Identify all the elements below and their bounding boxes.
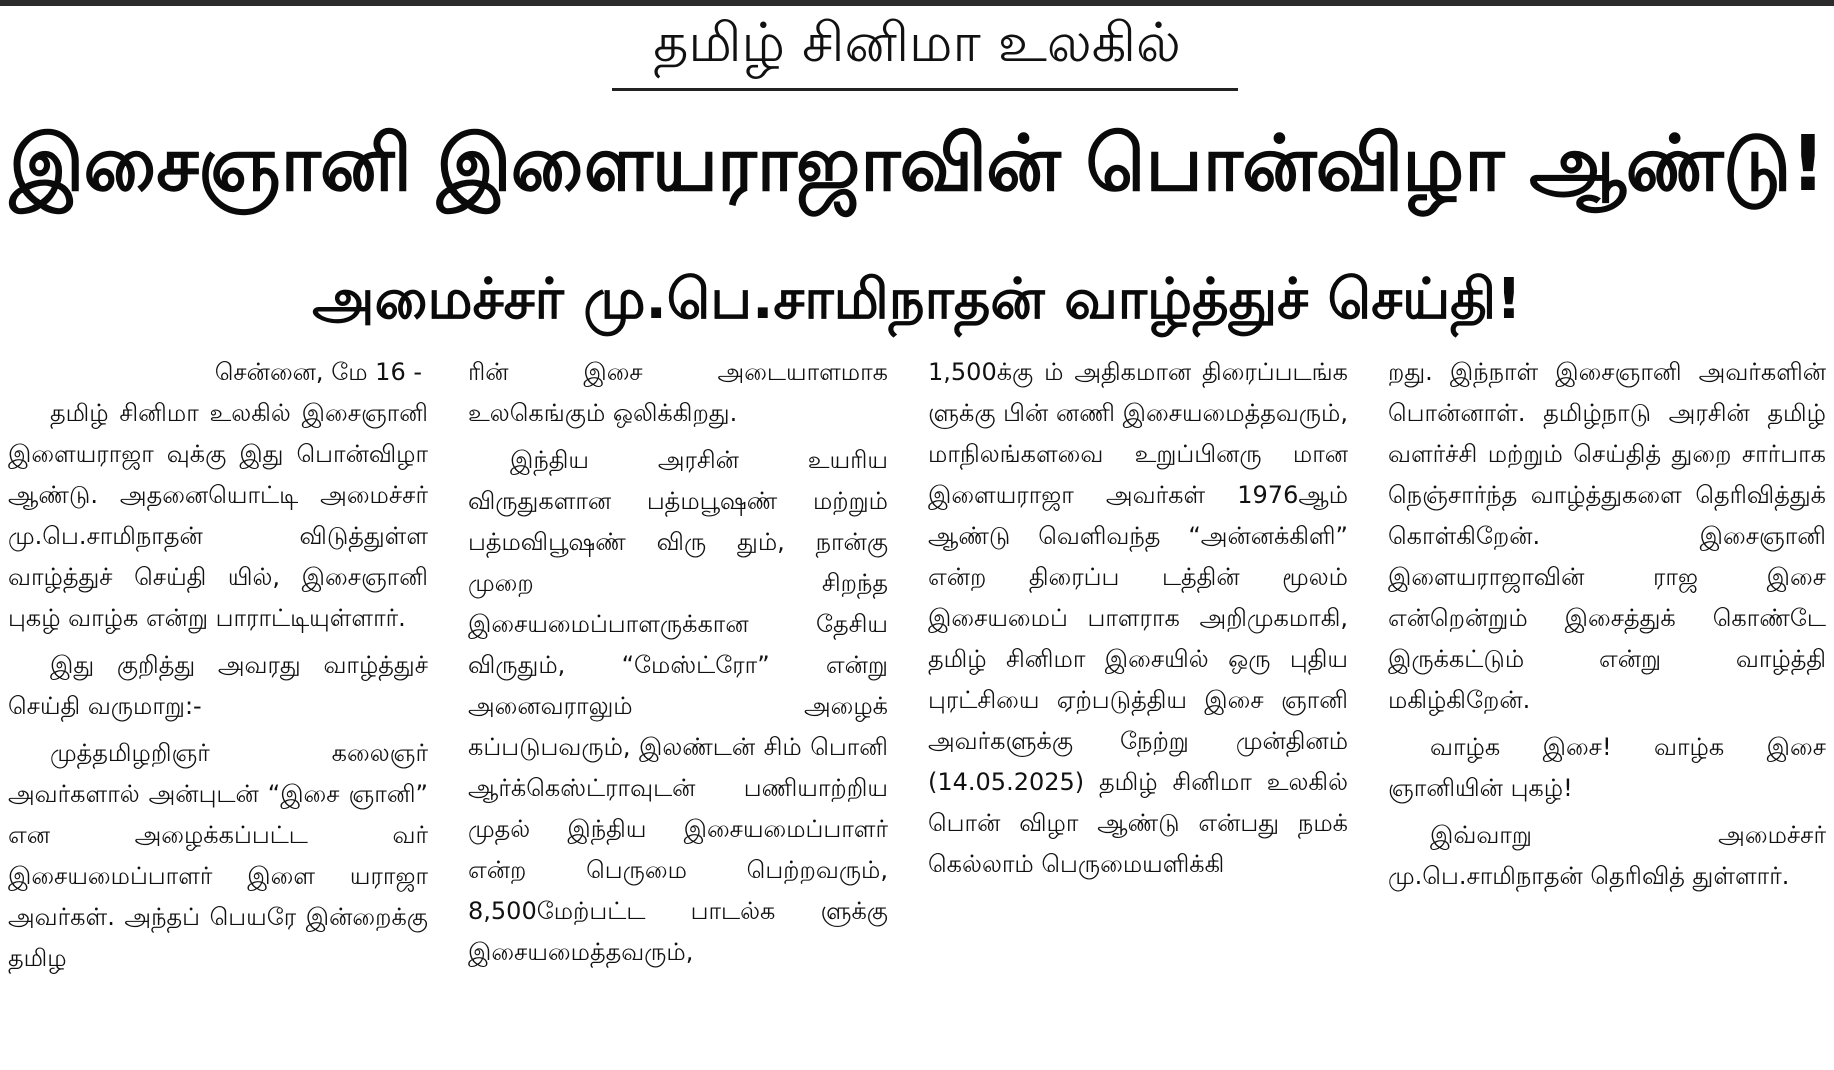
paragraph: 1,500க்கு ம் அதிகமான திரைப்படங்க ளுக்கு பின் னணி இசையமைத்தவரும், மாநிலங்களவை உறுப்பினரு மான இளையராஜா அவர்கள் 1976ஆம் ஆண்டு வெளிவந்த “அன்னக்கிளி” என்ற திரைப்ப டத்தின் மூலம் இசையமைப் பாளராக அறிமுகமாகி, தமிழ் சினிமா இசையில் ஒரு புதிய புரட்சியை ஏற்படுத்திய இசை ஞானி அவர்களுக்கு நேற்று முன்தினம் (14.05.2025) தமிழ் சினிமா உலகில் பொன் விழா ஆண்டு என்பது நமக் கெல்லாம் பெருமையளிக்கி [928,358,1348,878]
section-kicker: தமிழ் சினிமா உலகில் [653,11,1181,74]
paragraph: முத்தமிழறிஞர் கலைஞர் அவர்களால் அன்புடன் “இசை ஞானி” என அழைக்கப்பட்ட வர் இசையமைப்பாளர் இளை யராஜா அவர்கள். அந்தப் பெயரே இன்றைக்கு தமிழ [8,739,428,972]
kicker-underline [612,88,1238,91]
article-column-2 [468,352,888,1067]
paragraph: இது குறித்து அவரது வாழ்த்துச் செய்தி வருமாறு:- [8,651,428,720]
subheadline: அமைச்சர் மு.பெ.சாமிநாதன் வாழ்த்துச் செய்தி! [312,267,1522,332]
top-border-rule [0,0,1834,6]
paragraph: ரின் இசை அடையாளமாக உலகெங்கும் ஒலிக்கிறது. [468,358,888,427]
paragraph: வாழ்க இசை! வாழ்க இசை ஞானியின் புகழ்! [1388,733,1826,802]
paragraph: தமிழ் சினிமா உலகில் இசைஞானி இளையராஜா வுக்கு இது பொன்விழா ஆண்டு. அதனையொட்டி அமைச்சர் மு.பெ.சாமிநாதன் விடுத்துள்ள வாழ்த்துச் செய்தி யில், இசைஞானி புகழ் வாழ்க என்று பாராட்டியுள்ளார். [8,399,428,632]
paragraph: றது. இந்நாள் இசைஞானி அவர்களின் பொன்னாள். தமிழ்நாடு அரசின் தமிழ் வளர்ச்சி மற்றும் செய்தித் துறை சார்பாக நெஞ்சார்ந்த வாழ்த்துகளை தெரிவித்துக் கொள்கிறேன். இசைஞானி இளையராஜாவின் ராஜ இசை என்றென்றும் இசைத்துக் கொண்டே இருக்கட்டும் என்று வாழ்த்தி மகிழ்கிறேன். [1388,358,1826,714]
dateline: சென்னை, மே 16 - [214,358,422,386]
headline: இசைஞானி இளையராஜாவின் பொன்விழா ஆண்டு! [9,120,1825,209]
paragraph: இந்திய அரசின் உயரிய விருதுகளான பத்மபூஷண் மற்றும் பத்மவிபூஷண் விரு தும், நான்கு முறை சிறந்த இசையமைப்பாளருக்கான தேசிய விருதும், “மேஸ்ட்ரோ” என்று அனைவராலும் அழைக் கப்படுபவரும், இலண்டன் சிம் பொனி ஆர்க்கெஸ்ட்ராவுடன் பணியாற்றிய முதல் இந்திய இசையமைப்பாளர் என்ற பெருமை பெற்றவரும், 8,500மேற்பட்ட பாடல்க ளுக்கு இசையமைத்தவரும், [468,446,888,966]
article-column-1 [8,352,428,1067]
paragraph: இவ்வாறு அமைச்சர் மு.பெ.சாமிநாதன் தெரிவித் துள்ளார். [1388,821,1826,890]
article-column-4 [1388,352,1826,1067]
article-column-3 [928,352,1348,1067]
